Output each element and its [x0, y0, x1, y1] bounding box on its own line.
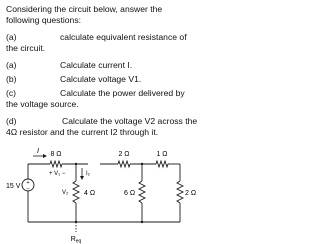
circuit-diagram — [0, 140, 200, 244]
req-label — [71, 236, 82, 244]
r4-value: 4 Ω — [84, 190, 96, 197]
r3-value: 1 Ω — [156, 151, 168, 158]
intro-line-1: Considering the circuit below, answer the — [6, 4, 163, 14]
current-label: I — [37, 148, 39, 155]
resistor-r1 — [50, 151, 62, 167]
r5-value: 6 Ω — [124, 190, 136, 197]
req-sub: eq — [75, 238, 82, 244]
question-label: (a) — [6, 32, 17, 42]
question-text: Calculate the voltage V2 across the — [62, 116, 198, 126]
resistor-r3 — [156, 151, 168, 167]
source-plus: + — [26, 180, 30, 186]
v1-label: + V₁ − — [49, 171, 66, 177]
r2-value: 2 Ω — [118, 151, 130, 158]
question-text: Calculate current I. — [60, 60, 133, 70]
current-arrow — [33, 148, 47, 158]
question-text: Calculate voltage V1. — [60, 74, 142, 84]
resistor-r2 — [118, 151, 130, 167]
question-label: (b) — [6, 74, 17, 84]
req-letter: R — [70, 236, 76, 243]
question-label: (a) — [6, 60, 17, 70]
question-text-cont: the voltage source. — [6, 99, 79, 109]
voltage-source — [6, 179, 34, 192]
r1-value: 8 Ω — [50, 151, 62, 158]
question-text-cont: 4Ω resistor and the current I2 through it. — [6, 127, 159, 137]
intro-line-2: following questions: — [6, 15, 82, 25]
svg-text:Req — [71, 236, 82, 244]
question-label: (d) — [6, 116, 17, 126]
question-text-cont: the circuit. — [6, 43, 46, 53]
v2-label: V₂ — [62, 190, 69, 196]
question-text: Calculate the power delivered by — [60, 88, 185, 98]
i2-arrow — [80, 168, 91, 180]
source-value: 15 V — [6, 183, 21, 190]
resistor-r6 — [177, 181, 196, 203]
v2-indicator — [62, 190, 69, 196]
resistor-r5 — [124, 181, 145, 203]
question-label: (c) — [6, 88, 17, 98]
resistor-r4 — [73, 181, 95, 203]
question-text: calculate equivalent resistance of — [60, 32, 187, 42]
i2-label: I₂ — [86, 171, 90, 177]
r6-value: 2 Ω — [185, 190, 197, 197]
source-minus: − — [26, 186, 30, 192]
